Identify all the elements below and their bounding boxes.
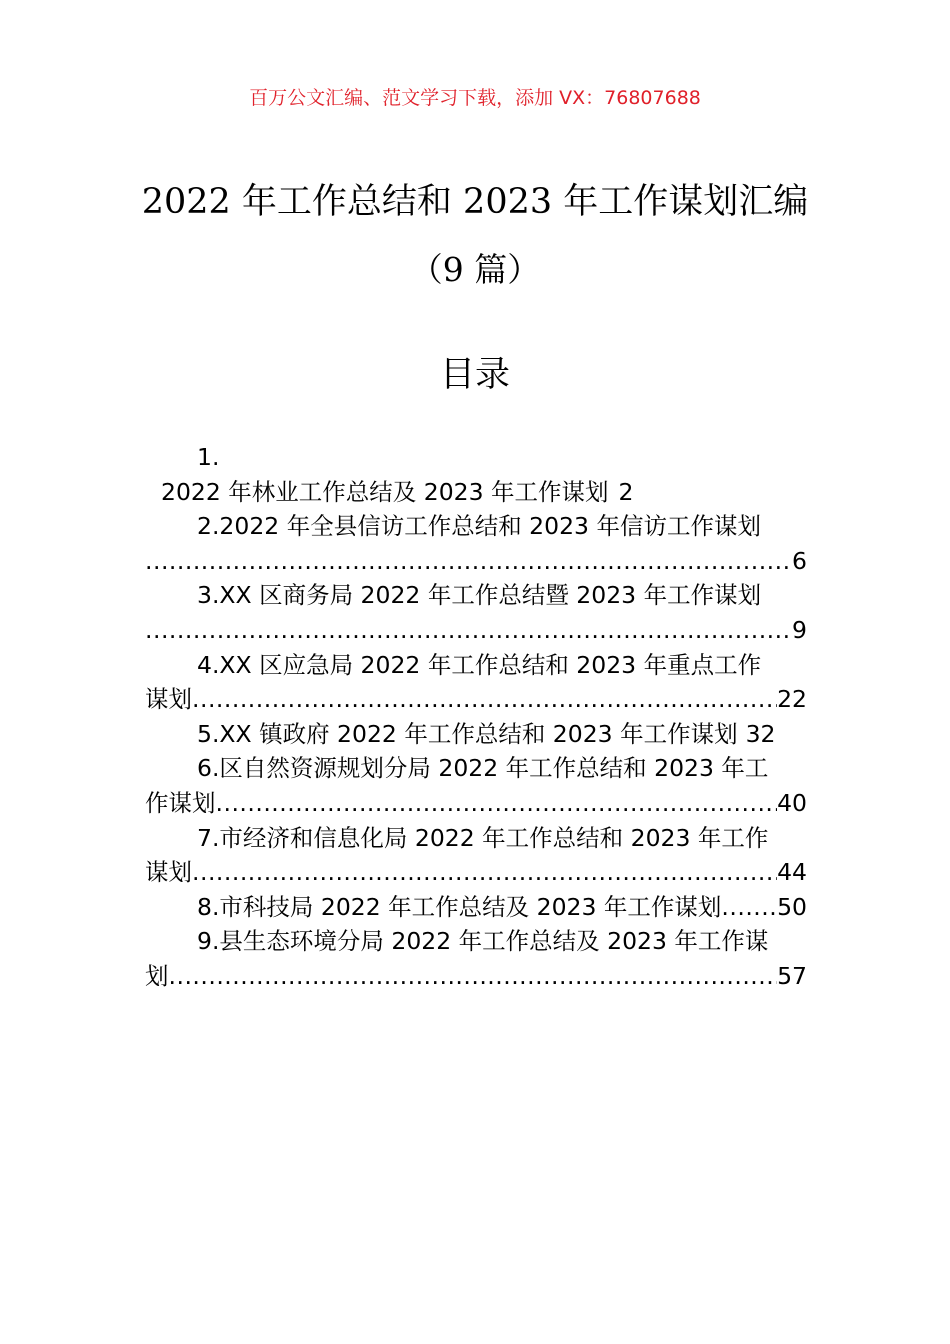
- toc-entry-title: 6.区自然资源规划分局 2022 年工作总结和 2023 年工: [197, 754, 769, 783]
- toc-entry-title: 5.XX 镇政府 2022 年工作总结和 2023 年工作谋划: [197, 719, 738, 748]
- toc-leader-dots: [145, 613, 792, 648]
- toc-leader-dots: [721, 890, 777, 925]
- toc-entry-title-continued: 作谋划: [145, 788, 216, 817]
- toc-entry-leader-line: [145, 786, 807, 821]
- toc-entry-page: 50: [777, 892, 807, 921]
- toc-entry[interactable]: [145, 440, 807, 509]
- toc-entry-leader-line: [145, 855, 807, 890]
- document-title: 2022 年工作总结和 2023 年工作谋划汇编: [141, 182, 809, 222]
- toc-leader-dots: [192, 855, 777, 890]
- document-subtitle: （9 篇）: [409, 250, 541, 289]
- toc-entry-number: 1.: [197, 443, 220, 471]
- toc-entry-title-line: [145, 751, 807, 786]
- toc-heading: 目录: [439, 355, 510, 395]
- toc-entry-title: 7.市经济和信息化局 2022 年工作总结和 2023 年工作: [197, 823, 769, 852]
- toc-entry-title-continued: 谋划: [145, 858, 192, 887]
- toc-entry-title-line: [145, 717, 807, 752]
- toc-entry-page: 44: [777, 858, 807, 887]
- toc-entry-page: 22: [777, 685, 807, 714]
- toc-entry-title: 9.县生态环境分局 2022 年工作总结及 2023 年工作谋: [197, 927, 769, 956]
- toc-entry-leader-line: [145, 959, 807, 994]
- toc-entry-title: 8.市科技局 2022 年工作总结及 2023 年工作谋划: [197, 892, 722, 921]
- toc-entry-leader-line: [145, 613, 807, 648]
- toc-entry-title-line: [145, 578, 807, 613]
- toc-leader-dots: [169, 959, 778, 994]
- toc-leader-dots: [192, 682, 777, 717]
- toc-entry-title-line: [145, 509, 807, 544]
- toc-entry-title: 3.XX 区商务局 2022 年工作总结暨 2023 年工作谋划: [197, 581, 762, 610]
- toc-entry-page: 57: [777, 961, 807, 990]
- toc-entry-title-continued: 划: [145, 961, 169, 990]
- toc-entry-number-line: [145, 440, 807, 475]
- table-of-contents: [145, 440, 807, 994]
- toc-entry-page: 6: [792, 546, 807, 575]
- toc-entry[interactable]: [145, 751, 807, 820]
- toc-entry-title-line: [145, 890, 807, 925]
- toc-entry-title: 2.2022 年全县信访工作总结和 2023 年信访工作谋划: [197, 512, 761, 541]
- toc-entry[interactable]: [145, 648, 807, 717]
- toc-entry[interactable]: [145, 924, 807, 993]
- toc-entry-title-line: [145, 648, 807, 683]
- toc-entry-page: 9: [792, 615, 807, 644]
- toc-entry[interactable]: [145, 717, 807, 752]
- toc-entry-leader-line: [145, 544, 807, 579]
- toc-entry-page: 40: [777, 788, 807, 817]
- toc-leader-dots: [145, 544, 792, 579]
- toc-entry-title-line: [145, 821, 807, 856]
- toc-entry-page: 32: [745, 719, 776, 748]
- toc-entry-title-line: [145, 475, 807, 510]
- toc-entry[interactable]: [145, 890, 807, 925]
- toc-entry[interactable]: [145, 578, 807, 647]
- toc-entry[interactable]: [145, 821, 807, 890]
- toc-entry[interactable]: [145, 509, 807, 578]
- toc-entry-title-line: [145, 924, 807, 959]
- toc-leader-dots: [216, 786, 778, 821]
- watermark-contact: 百万公文汇编、范文学习下载，添加 VX：76807688: [249, 87, 701, 109]
- toc-entry-title-continued: 谋划: [145, 685, 192, 714]
- toc-entry-page: 2: [618, 477, 634, 506]
- toc-entry-leader-line: [145, 682, 807, 717]
- toc-entry-title: 2022 年林业工作总结及 2023 年工作谋划: [161, 477, 609, 506]
- toc-entry-title: 4.XX 区应急局 2022 年工作总结和 2023 年重点工作: [197, 650, 762, 679]
